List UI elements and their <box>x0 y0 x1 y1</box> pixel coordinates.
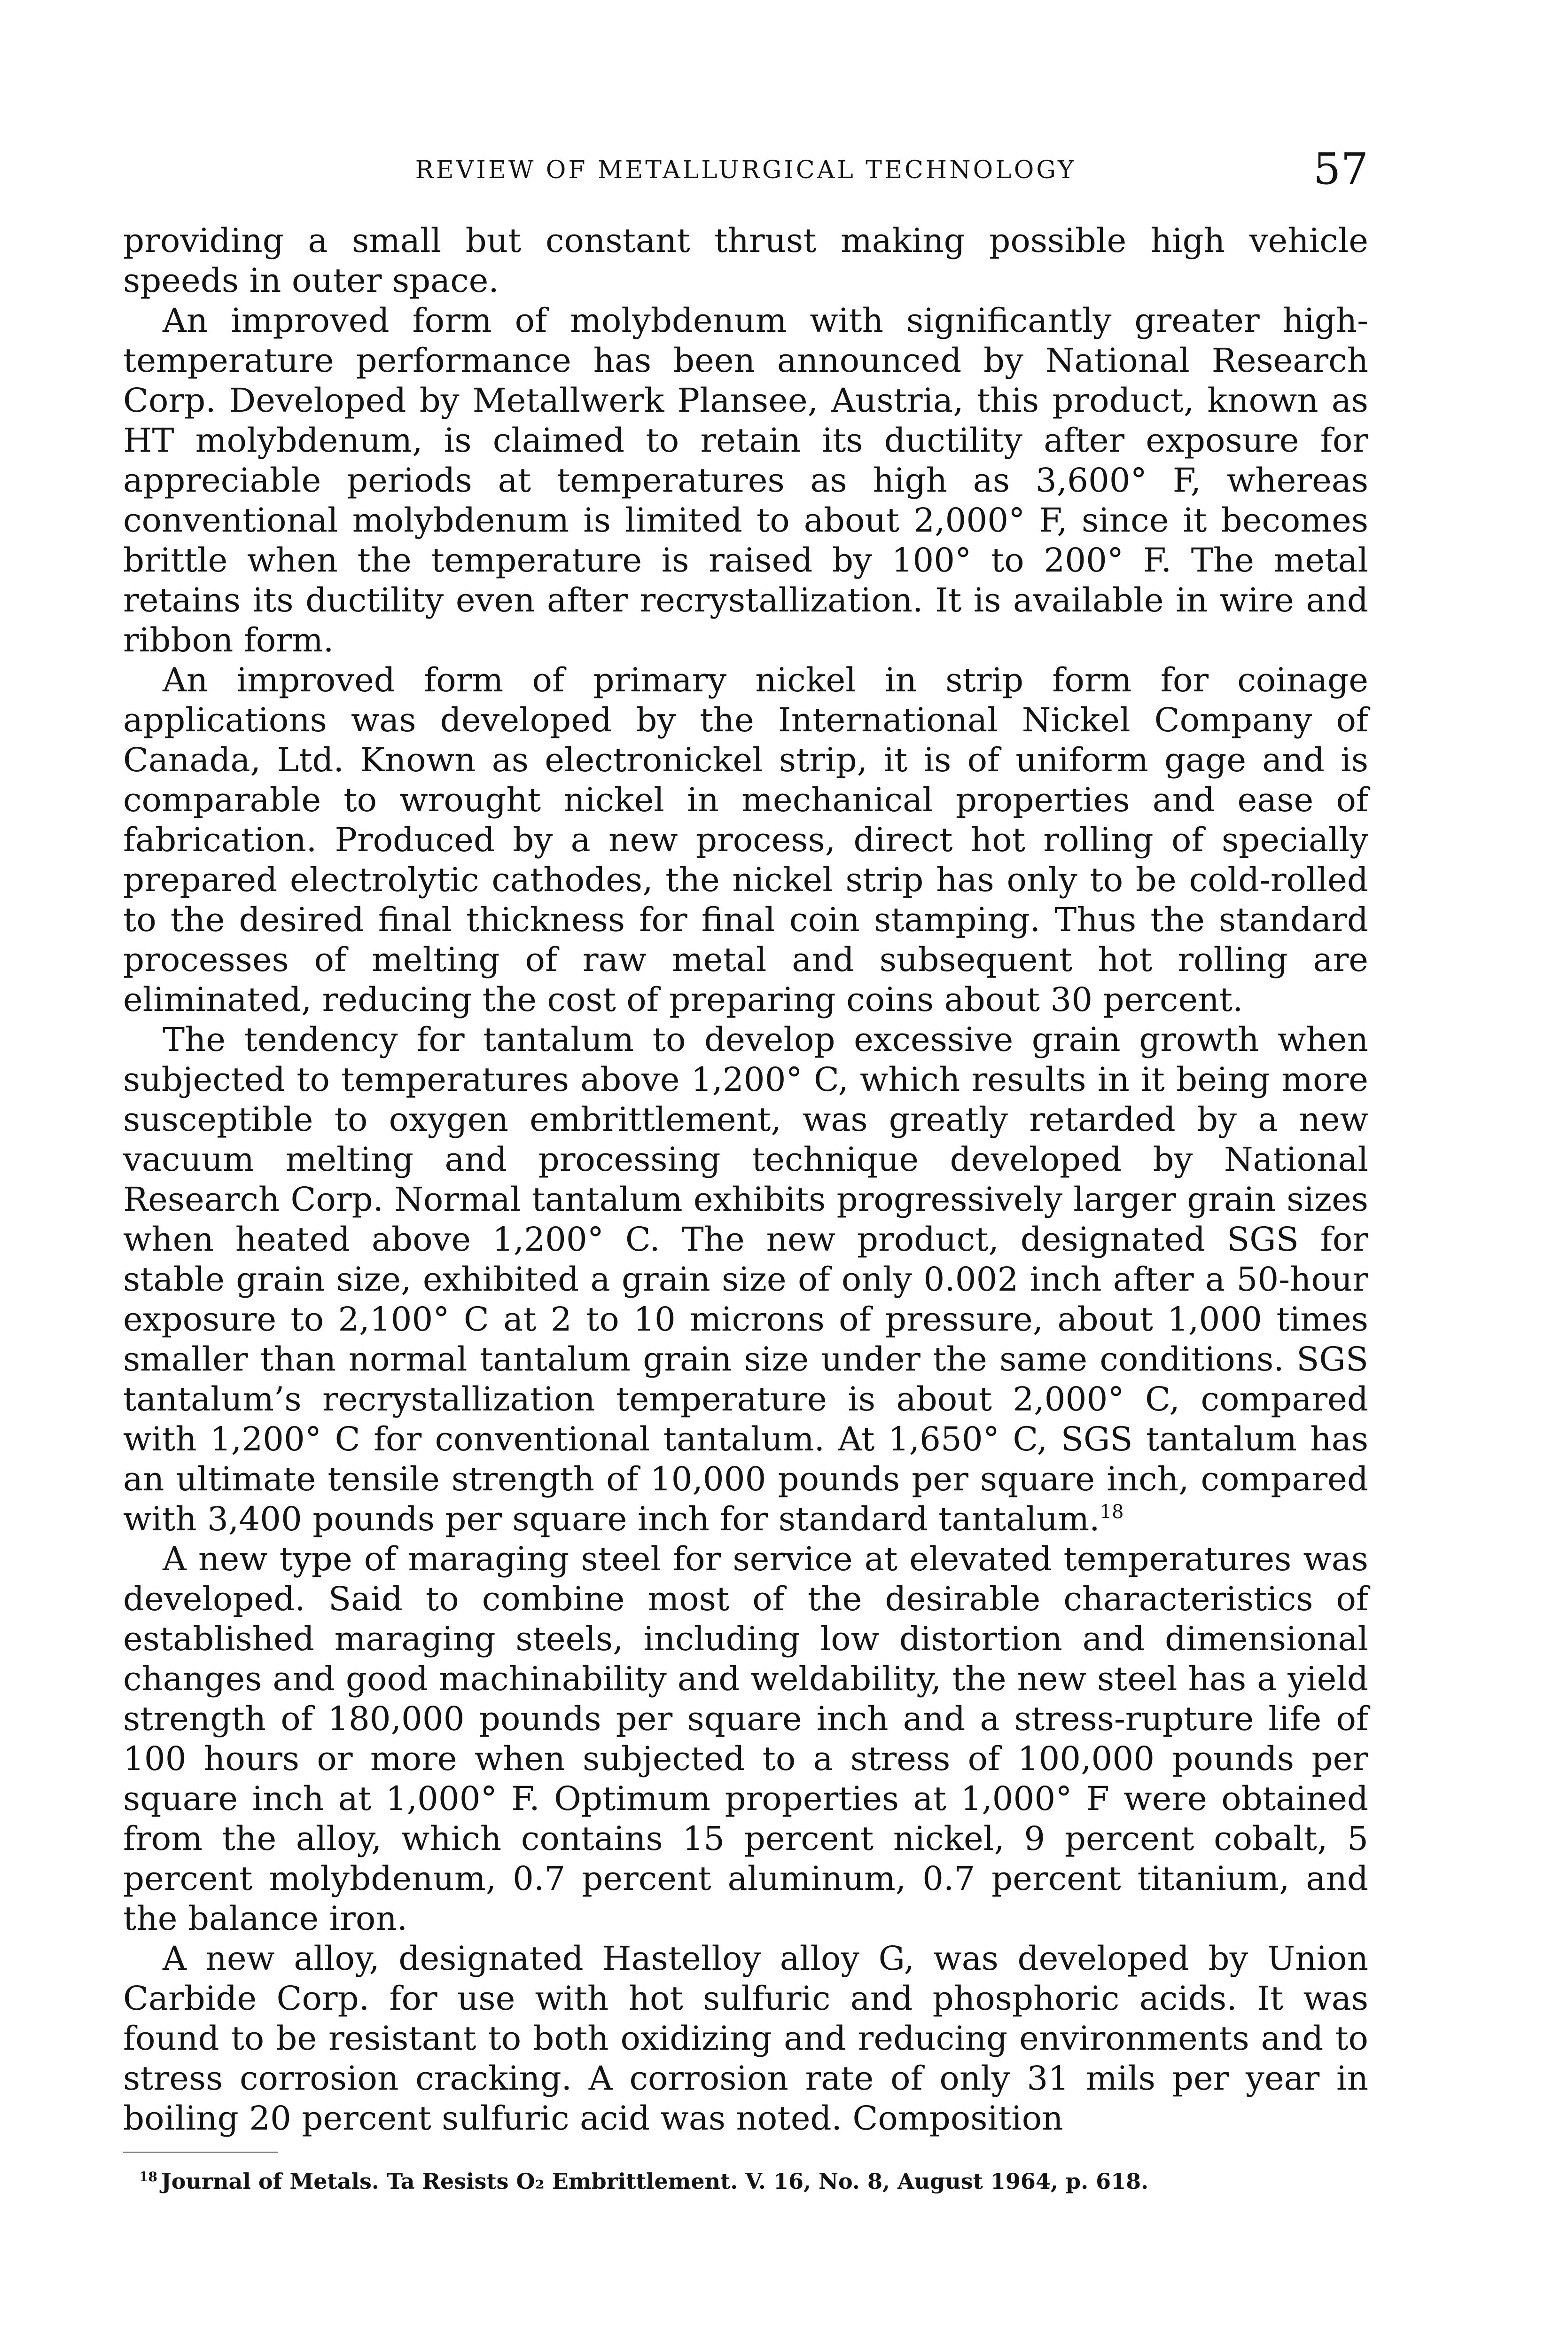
footnote-marker: 18 <box>139 2169 157 2185</box>
footnote <box>139 2162 1370 2196</box>
running-title: REVIEW OF METALLURGICAL TECHNOLOGY <box>415 156 1077 184</box>
paragraph-tantalum-text: The tendency for tantalum to develop excessive grain growth when subjected to temperatures above 1,200° C, which results in it being more susceptible to oxygen embrittlement, was greatly retarded by a new vacuum melting and processing technique developed by National Research Corp. Normal tantalum exhibits progressively larger grain sizes when heated above 1,200° C. The new product, designated SGS for stable grain size, exhibited a grain size of only 0.002 inch after a 50-hour exposure to 2,100° C at 2 to 10 microns of pressure, about 1,000 times smaller than normal tantalum grain size under the same conditions. SGS tantalum’s recrystallization temperature is about 2,000° C, compared with 1,200° C for conventional tantalum. At 1,650° C, SGS tantalum has an ultimate tensile strength of 10,000 pounds per square inch, compared with 3,400 pounds per square inch for standard tantalum. <box>123 1020 1368 1538</box>
paragraph-continuation: providing a small but constant thrust making possible high vehicle speeds in outer space. <box>123 221 1368 300</box>
page-number: 57 <box>1313 144 1368 194</box>
footnote-reference: 18 <box>1100 1501 1124 1523</box>
footnote-divider <box>123 2152 278 2153</box>
paragraph-molybdenum: An improved form of molybdenum with significantly greater high-temperature performance has been announced by National Research Corp. Developed by Metallwerk Plansee, Austria, this product, known as HT molybdenum, is claimed to retain its ductility after exposure for appreciable periods at temperatures as high as 3,600° F, whereas conventional molybdenum is limited to about 2,000° F, since it becomes brittle when the temperature is raised by 100° to 200° F. The metal retains its ductility even after recrystallization. It is available in wire and ribbon form. <box>123 301 1368 659</box>
footnote-text: Journal of Metals. Ta Resists O₂ Embrittlement. V. 16, No. 8, August 1964, p. 618. <box>161 2169 1149 2194</box>
running-header <box>123 143 1368 195</box>
paragraph-maraging-steel: A new type of maraging steel for service at elevated temperatures was developed. Said to combine most of the desirable characteristics of established maraging steels, including low distortion and dimensional changes and good machinability and weldability, the new steel has a yield strength of 180,000 pounds per square inch and a stress-rupture life of 100 hours or more when subjected to a stress of 100,000 pounds per square inch at 1,000° F. Optimum properties at 1,000° F were obtained from the alloy, which contains 15 percent nickel, 9 percent cobalt, 5 percent molybdenum, 0.7 percent aluminum, 0.7 percent titanium, and the balance iron. <box>123 1540 1368 1938</box>
paragraph-tantalum <box>123 1020 1368 1539</box>
body-text <box>123 221 1368 2138</box>
paragraph-nickel: An improved form of primary nickel in strip form for coinage applications was developed by the International Nickel Company of Canada, Ltd. Known as electronickel strip, it is of uniform gage and is comparable to wrought nickel in mechanical properties and ease of fabrication. Produced by a new process, direct hot rolling of specially prepared electrolytic cathodes, the nickel strip has only to be cold-rolled to the desired final thickness for final coin stamping. Thus the standard processes of melting of raw metal and subsequent hot rolling are eliminated, reducing the cost of preparing coins about 30 percent. <box>123 661 1368 1019</box>
paragraph-hastelloy: A new alloy, designated Hastelloy alloy G, was developed by Union Carbide Corp. for use with hot sulfuric and phosphoric acids. It was found to be resistant to both oxidizing and reducing environments and to stress corrosion cracking. A corrosion rate of only 31 mils per year in boiling 20 percent sulfuric acid was noted. Composition <box>123 1939 1368 2138</box>
